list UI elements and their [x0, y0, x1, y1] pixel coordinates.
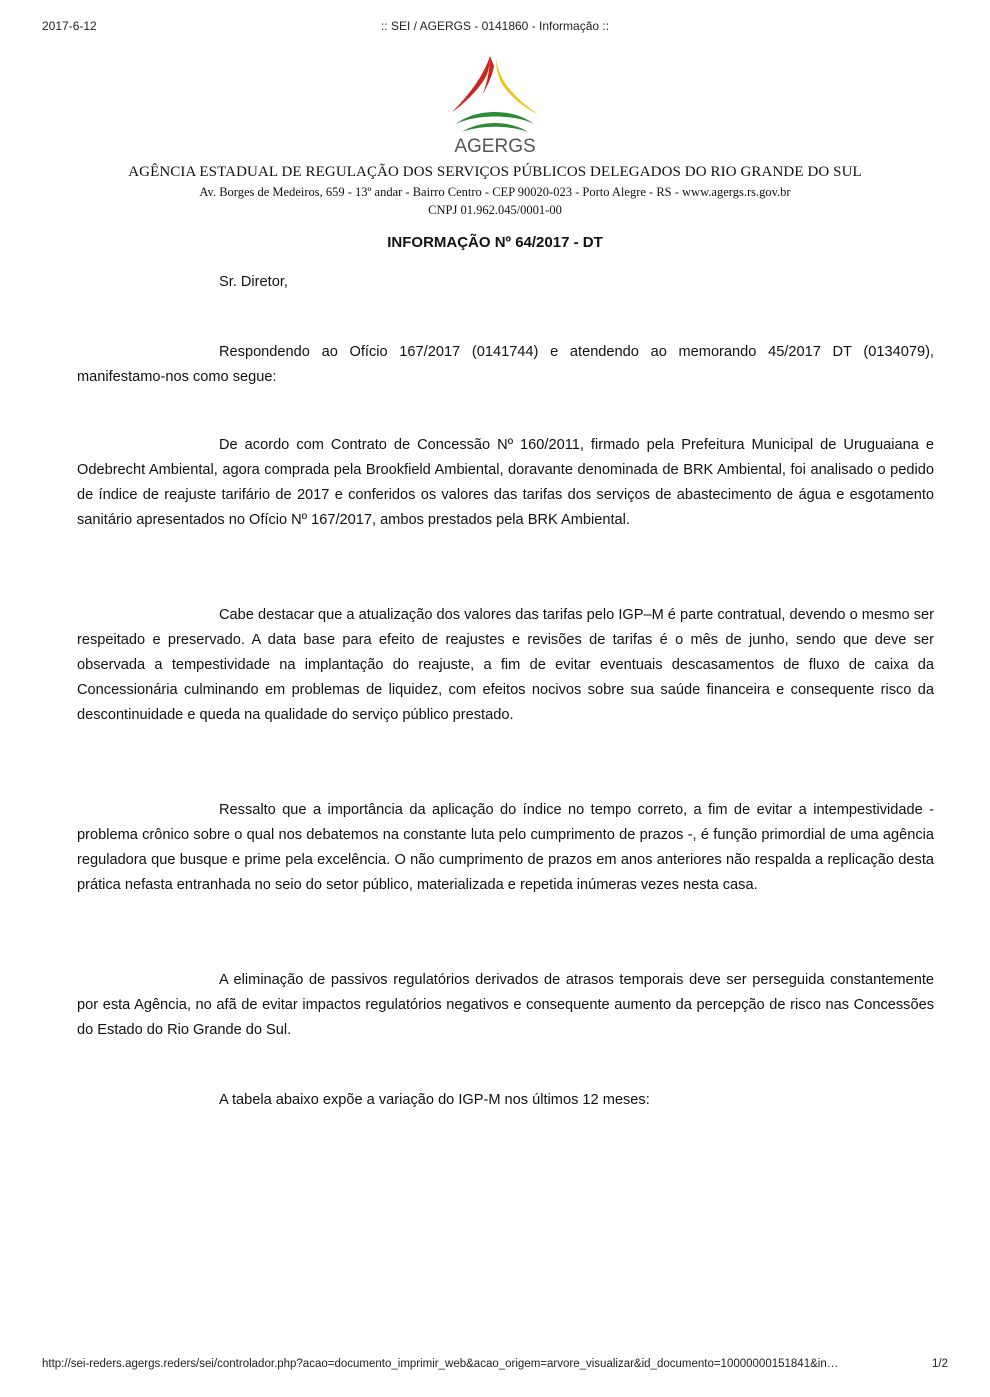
- logo-yellow-stroke: [496, 58, 538, 114]
- logo-green-arc-2: [462, 123, 528, 132]
- document-title: INFORMAÇÃO Nº 64/2017 - DT: [387, 234, 603, 251]
- agency-cnpj: CNPJ 01.962.045/0001-00: [428, 203, 562, 217]
- paragraph-2: [77, 433, 934, 533]
- paragraph-1: [77, 340, 934, 390]
- paragraph-text: Ressalto que a importância da aplicação do índice no tempo correto, a fim de evitar a intempestividade - problema crônico sobre o qual nos debatemos na constante luta pelo cumprimento de prazos -, é função primordial de uma agência reguladora que busque e prime pela excelência. O não cumprimento de prazos em anos anteriores não respalda a replicação desta prática nefasta entranhada no seio do setor público, materializada e repetida inúmeras vezes nesta casa.: [77, 802, 934, 893]
- page-number: 1/2: [932, 1358, 948, 1370]
- paragraph-text: A tabela abaixo expõe a variação do IGP-M nos últimos 12 meses:: [219, 1092, 650, 1108]
- greeting: Sr. Diretor,: [219, 274, 288, 290]
- agency-name: AGÊNCIA ESTADUAL DE REGULAÇÃO DOS SERVIÇOS PÚBLICOS DELEGADOS DO RIO GRANDE DO SUL: [128, 164, 862, 180]
- agency-header: [0, 162, 990, 219]
- paragraph-text: A eliminação de passivos regulatórios derivados de atrasos temporais deve ser perseguida constantemente por esta Agência, no afã de evitar impactos regulatórios negativos e consequente aumento da percepção de risco nas Concessões do Estado do Rio Grande do Sul.: [77, 972, 934, 1038]
- paragraph-5: [77, 968, 934, 1043]
- paragraph-3: [77, 603, 934, 728]
- print-header: [0, 19, 990, 35]
- paragraph-text: Cabe destacar que a atualização dos valores das tarifas pelo IGP–M é parte contratual, devendo o mesmo ser respeitado e preservado. A data base para efeito de reajustes e revisões de tarifas é o mês de junho, sendo que deve ser observada a tempestividade na implantação do reajuste, a fim de evitar eventuais descasamentos de fluxo de caixa da Concessionária culminando em problemas de liquidez, com efeitos nocivos sobre sua saúde financeira e consequente risco da descontinuidade e queda na qualidade do serviço público prestado.: [77, 607, 934, 723]
- logo-green-arc-1: [456, 112, 534, 124]
- paragraph-4: [77, 798, 934, 898]
- agency-address: Av. Borges de Medeiros, 659 - 13º andar - Bairro Centro - CEP 90020-023 - Porto Alegre - RS - www.agergs.rs.gov.br: [199, 185, 791, 199]
- paragraph-text: De acordo com Contrato de Concessão Nº 160/2011, firmado pela Prefeitura Municipal de Uruguaiana e Odebrecht Ambiental, agora comprada pela Brookfield Ambiental, doravante denominada de BRK Ambiental, foi analisado o pedido de índice de reajuste tarifário de 2017 e conferidos os valores das tarifas dos serviços de abastecimento de água e esgotamento sanitário apresentados no Ofício Nº 167/2017, ambos prestados pela BRK Ambiental.: [77, 437, 934, 528]
- print-footer: [42, 1358, 948, 1374]
- print-title: :: SEI / AGERGS - 0141860 - Informação ::: [380, 19, 610, 33]
- paragraph-6: [77, 1088, 934, 1113]
- logo-text: AGERGS: [454, 136, 536, 157]
- agergs-logo: [446, 52, 544, 158]
- logo-red-stroke: [452, 56, 490, 112]
- print-date: 2017-6-12: [42, 19, 97, 33]
- footer-url[interactable]: http://sei-reders.agergs.reders/sei/controlador.php?acao=documento_imprimir_web&acao_origem=arvore_visualizar&id_documento=10000000151841&in…: [42, 1358, 839, 1370]
- paragraph-text: Respondendo ao Ofício 167/2017 (0141744) e atendendo ao memorando 45/2017 DT (0134079), manifestamo-nos como segue:: [77, 344, 934, 385]
